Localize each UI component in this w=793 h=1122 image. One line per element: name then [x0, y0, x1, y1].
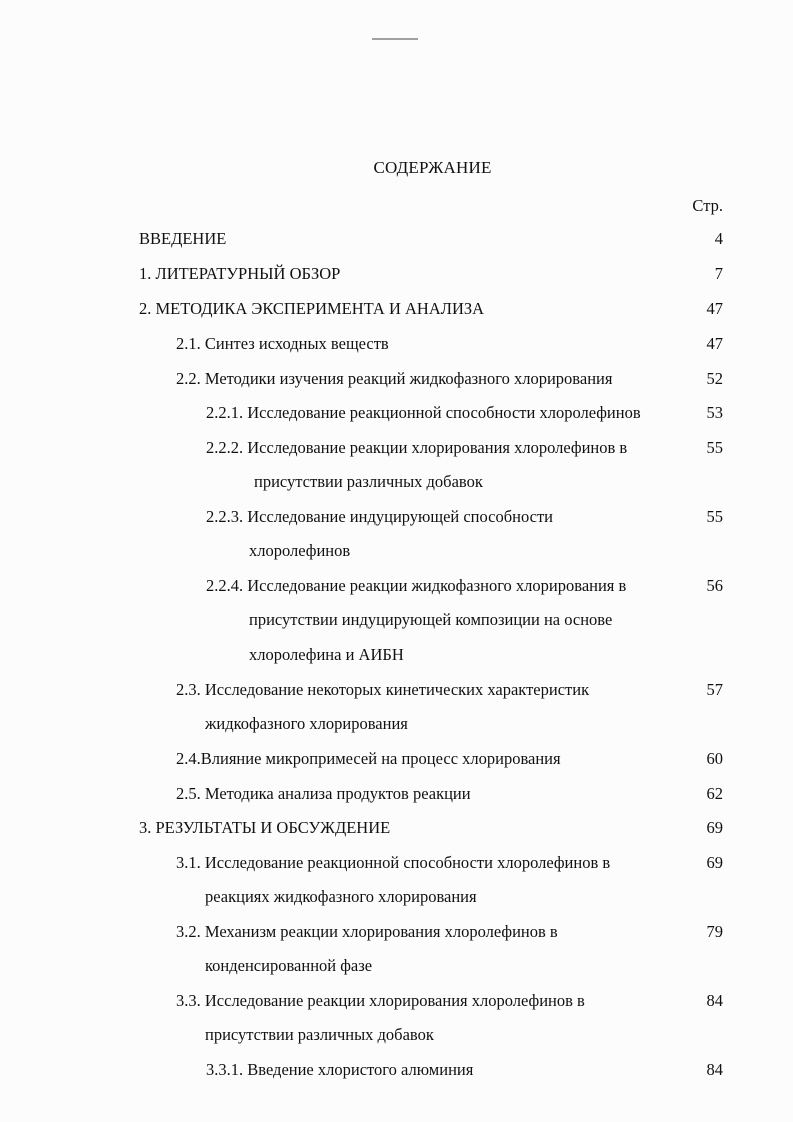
toc-page-number: 84 [706, 1060, 723, 1079]
toc-entry-text: 2.5. Методика анализа продуктов реакции [176, 784, 471, 803]
toc-entry-text: 2.2. Методики изучения реакций жидкофазного хлорирования [176, 369, 613, 388]
toc-entry-continuation: присутствии индуцирующей композиции на основе [249, 610, 613, 629]
toc-entry-text: 3.3.1. Введение хлористого алюминия [206, 1060, 474, 1079]
toc-entry-text: 3.3. Исследование реакции хлорирования хлоролефинов в [176, 991, 585, 1010]
toc-entry-text: 2.2.1. Исследование реакционной способности хлоролефинов [206, 403, 641, 422]
toc-entry-continuation: жидкофазного хлорирования [205, 714, 408, 733]
toc-page-number: 55 [706, 438, 723, 457]
toc-page-number: 79 [706, 922, 723, 941]
toc-page-number: 4 [714, 229, 723, 248]
toc-entry-continuation: конденсированной фазе [205, 956, 373, 975]
scan-artifact [372, 38, 418, 40]
toc-page-number: 47 [706, 299, 723, 318]
toc-page-number: 84 [706, 991, 723, 1010]
toc-entry-continuation: хлоролефинов [249, 541, 351, 560]
toc-entry-text: ВВЕДЕНИЕ [139, 229, 227, 248]
toc-entry-continuation: реакциях жидкофазного хлорирования [205, 887, 477, 906]
toc-page-number: 60 [706, 749, 723, 768]
toc-entry-text: 2.3. Исследование некоторых кинетических характеристик [176, 680, 590, 699]
toc-page-number: 69 [706, 853, 723, 872]
toc-entry-text: 2.2.3. Исследование индуцирующей способности [206, 507, 553, 526]
toc-page-number: 55 [706, 507, 723, 526]
toc-entry-continuation: присутствии различных добавок [254, 472, 483, 491]
toc-entry-text: 3.2. Механизм реакции хлорирования хлоролефинов в [176, 922, 558, 941]
toc-entry-text: 2.2.4. Исследование реакции жидкофазного хлорирования в [206, 576, 627, 595]
toc-entry-text: 2. МЕТОДИКА ЭКСПЕРИМЕНТА И АНАЛИЗА [139, 299, 485, 318]
toc-entry-text: 1. ЛИТЕРАТУРНЫЙ ОБЗОР [139, 264, 341, 283]
toc-entry-text: 2.2.2. Исследование реакции хлорирования хлоролефинов в [206, 438, 628, 457]
toc-entry-text: 3. РЕЗУЛЬТАТЫ И ОБСУЖДЕНИЕ [139, 818, 391, 837]
toc-page-number: 57 [706, 680, 723, 699]
toc-entry-text: 3.1. Исследование реакционной способности хлоролефинов в [176, 853, 611, 872]
toc-page-number: 69 [706, 818, 723, 837]
toc-entry-text: 2.4.Влияние микропримесей на процесс хлорирования [176, 749, 561, 768]
toc-page-number: 53 [706, 403, 723, 422]
toc-entry-continuation: присутствии различных добавок [205, 1025, 434, 1044]
toc-page-number: 47 [706, 334, 723, 353]
toc-page-number: 7 [714, 264, 723, 283]
toc-page-number: 62 [706, 784, 723, 803]
toc-page-number: 56 [706, 576, 723, 595]
toc-entry-continuation: хлоролефина и АИБН [249, 645, 404, 664]
page-column-header: Стр. [692, 196, 723, 215]
toc-entry-text: 2.1. Синтез исходных веществ [176, 334, 389, 353]
toc-page-number: 52 [706, 369, 723, 388]
page-title: СОДЕРЖАНИЕ [373, 158, 492, 177]
